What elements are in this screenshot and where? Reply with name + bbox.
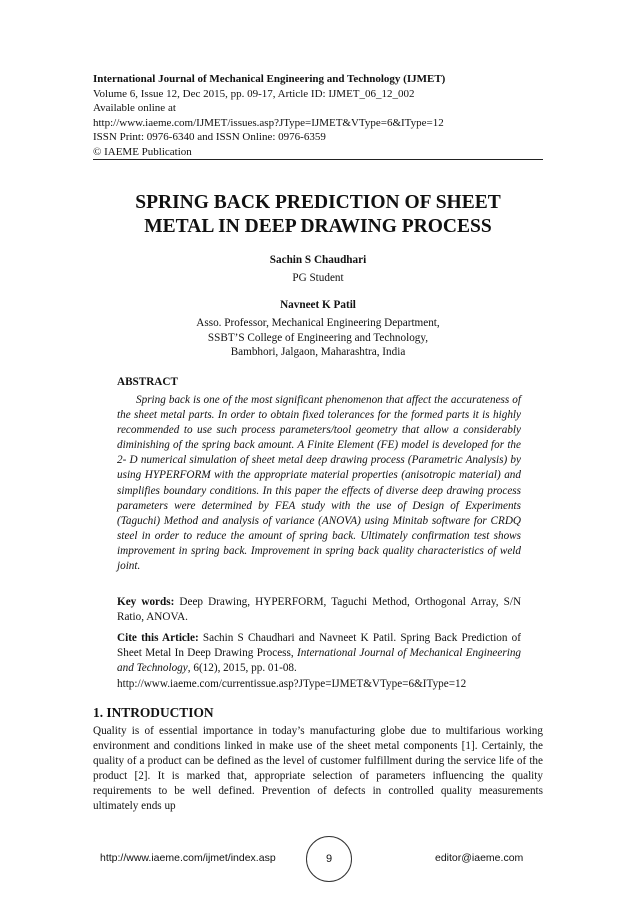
journal-header <box>93 72 543 160</box>
footer-url[interactable]: http://www.iaeme.com/ijmet/index.asp <box>100 852 276 864</box>
publisher: © IAEME Publication <box>93 145 192 158</box>
title-line-1: SPRING BACK PREDICTION OF SHEET <box>135 192 501 213</box>
author-affiliation: Bambhori, Jalgaon, Maharashtra, India <box>230 346 406 359</box>
paper-title <box>93 191 543 239</box>
keywords <box>117 595 521 625</box>
author-affiliation: Asso. Professor, Mechanical Engineering Department, <box>196 316 440 329</box>
section-text: Quality is of essential importance in today’s manufacturing globe due to multifarious working environment and conditions linked in make use of the sheet metal components [1]. Certainly, the quality of a product can be defined as the level of customer fulfillment during the service life of the product [2]. It is marked that, appropriate selection of parameters influencing the quality requirements to be well defined. Prevention of defects in controlled quality measurements ultimately ends up <box>93 725 543 813</box>
journal-url[interactable]: http://www.iaeme.com/IJMET/issues.asp?JType=IJMET&VType=6&IType=12 <box>93 116 444 129</box>
keywords-text: Deep Drawing, HYPERFORM, Taguchi Method, Orthogonal Array, S/N Ratio, ANOVA. <box>117 596 522 624</box>
author-1 <box>93 253 543 286</box>
journal-title: International Journal of Mechanical Engineering and Technology (IJMET) <box>93 73 446 85</box>
author-name: Sachin S Chaudhari <box>269 254 367 266</box>
footer-email[interactable]: editor@iaeme.com <box>435 852 524 864</box>
author-affiliation: PG Student <box>292 271 344 284</box>
available-online: Available online at <box>93 102 176 115</box>
cite-details: , 6(12), 2015, pp. 01-08. <box>187 662 297 675</box>
cite-label: Cite this Article: <box>117 632 199 644</box>
author-2 <box>93 298 543 360</box>
author-name: Navneet K Patil <box>280 299 356 311</box>
page-number: 9 <box>306 836 352 882</box>
author-affiliation: SSBT’S College of Engineering and Technology, <box>207 331 429 344</box>
issn-info: ISSN Print: 0976-6340 and ISSN Online: 0976-6359 <box>93 131 326 144</box>
keywords-label: Key words: <box>117 596 175 608</box>
section-heading: 1. INTRODUCTION <box>93 705 214 720</box>
cite-journal: International Journal of Mechanical Engineering and Technology <box>117 647 522 675</box>
citation <box>117 631 521 692</box>
header-rule <box>93 159 543 160</box>
title-line-2: METAL IN DEEP DRAWING PROCESS <box>144 216 492 237</box>
cite-text: Sachin S Chaudhari and Navneet K Patil. Spring Back Prediction of Sheet Metal In Deep Drawing Process, <box>117 632 522 660</box>
cite-url[interactable]: http://www.iaeme.com/currentissue.asp?JType=IJMET&VType=6&IType=12 <box>117 677 467 690</box>
abstract-heading: ABSTRACT <box>117 376 178 388</box>
volume-info: Volume 6, Issue 12, Dec 2015, pp. 09-17, Article ID: IJMET_06_12_002 <box>93 87 415 100</box>
abstract-text: Spring back is one of the most significant phenomenon that affect the accurateness of the sheet metal parts. In order to obtain fixed tolerances for the formed parts it is highly recommended to use such process parameters/tool geometry that allow a considerably diminishing of the spring back amount. A Finite Element (FE) model is developed for the 2- D numerical simulation of sheet metal deep drawing process (Parametric Analysis) by using HYPERFORM with the appropriate material properties (anisotropic material) and simplifies boundary conditions. In this paper the effects of diverse deep drawing process parameters were determined by FEA study with the use of Design of Experiments (Taguchi) Method and analysis of variance (ANOVA) using Minitab software for CRDQ steel in order to reduce the amount of spring back. Ultimately confirmation test shows improvement in spring back. Improvement in spring back quality characteristics of weld joint. <box>117 394 521 573</box>
